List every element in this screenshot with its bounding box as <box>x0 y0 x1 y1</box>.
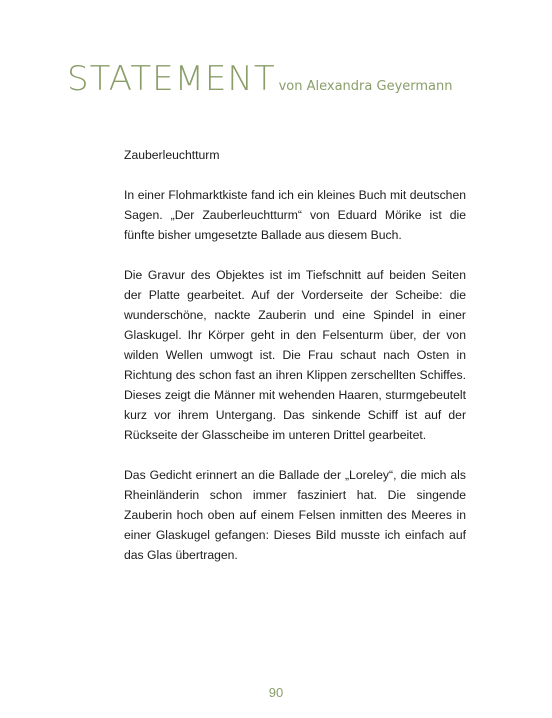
article-body <box>124 145 466 565</box>
article-title: Zauberleuchtturm <box>124 148 220 162</box>
paragraph: Die Gravur des Objektes ist im Tiefschnitt auf beiden Seiten der Platte gearbeitet. Auf der Vorderseite der Scheibe: die wunderschöne, nackte Zauberin und eine Spindel in einer Glaskugel. Ihr Körper geht in den Felsenturm über, der von wilden Wellen umwogt ist. Die Frau schaut nach Osten in Richtung des schon fast an ihren Klippen zerschellten Schiffes. Dieses zeigt die Männer mit wehenden Haaren, sturmgebeutelt kurz vor ihrem Untergang. Das sinkende Schiff ist auf der Rückseite der Glasscheibe im unteren Drittel gearbeitet. <box>124 268 466 442</box>
page-number: 90 <box>268 685 284 700</box>
author-byline: von Alexandra Geyermann <box>278 79 453 94</box>
page-title: STATEMENT <box>67 59 276 99</box>
page-header <box>67 59 453 99</box>
paragraph: In einer Flohmarktkiste fand ich ein kleines Buch mit deutschen Sagen. „Der Zauberleuchtturm“ von Eduard Mörike ist die fünfte bisher umgesetzte Ballade aus diesem Buch. <box>124 188 466 242</box>
paragraph: Das Gedicht erinnert an die Ballade der „Loreley“, die mich als Rheinländerin schon immer fasziniert hat. Die singende Zauberin hoch oben auf einem Felsen inmitten des Meeres in einer Glaskugel gefangen: Dieses Bild musste ich einfach auf das Glas übertragen. <box>124 468 466 562</box>
